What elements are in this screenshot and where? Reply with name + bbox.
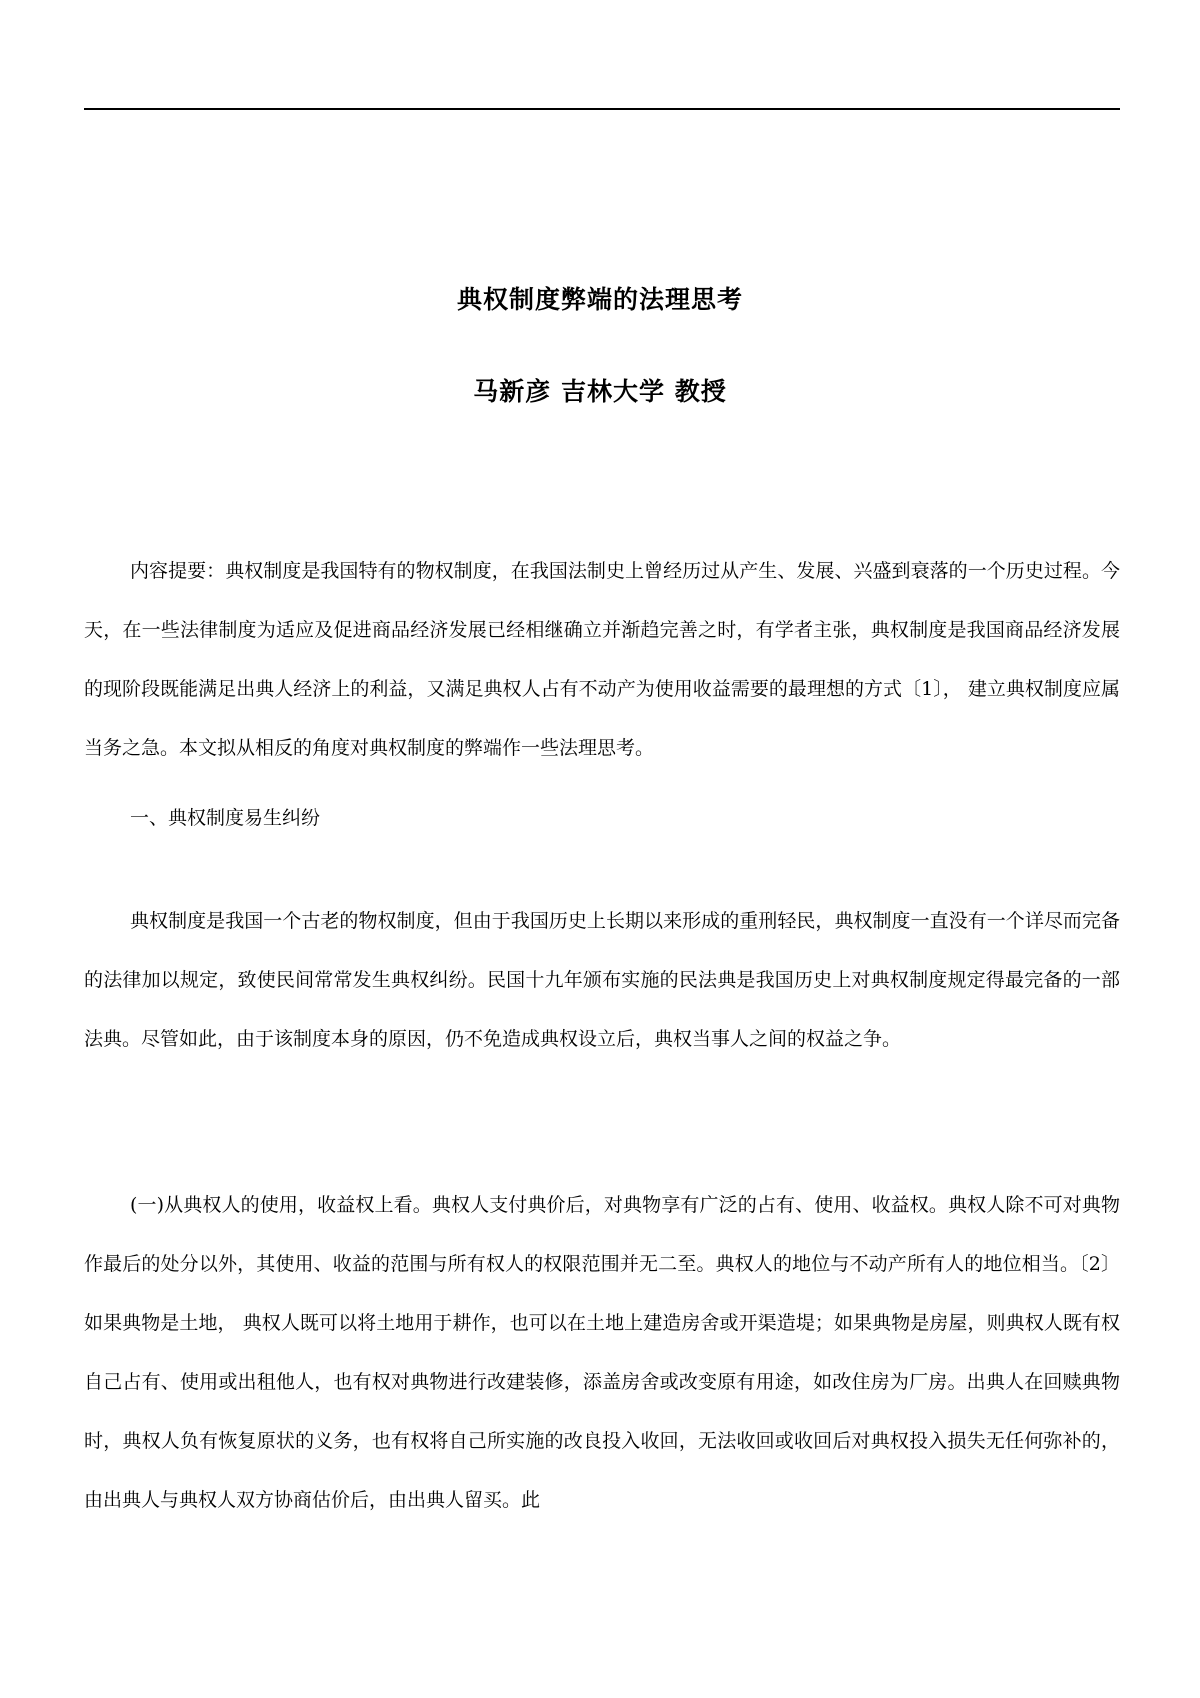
header-rule — [84, 108, 1120, 110]
body-paragraph-2: (一)从典权人的使用，收益权上看。典权人支付典价后，对典物享有广泛的占有、使用、收益权。典权人除不可对典物作最后的处分以外，其使用、收益的范围与所有权人的权限范围并无二至。典权人的地位与不动产所有人的地位相当。〔2〕如果典物是土地， 典权人既可以将土地用于耕作，也可以在土地上建造房舍或开渠造堤；如果典物是房屋，则典权人既有权自己占有、使用或出租他人，也有权对典物进行改建装修，添盖房舍或改变原有用途，如改住房为厂房。出典人在回赎典物时，典权人负有恢复原状的义务，也有权将自己所实施的改良投入收回，无法收回或收回后对典权投入损失无任何弥补的，由出典人与典权人双方协商估价后，由出典人留买。此 — [84, 1194, 1120, 1511]
document-title: 典权制度弊端的法理思考 — [456, 285, 743, 314]
body-paragraph-1: 典权制度是我国一个古老的物权制度，但由于我国历史上长期以来形成的重刑轻民，典权制度一直没有一个详尽而完备的法律加以规定，致使民间常常发生典权纠纷。民国十九年颁布实施的民法典是我国历史上对典权制度规定得最完备的一部法典。尽管如此，由于该制度本身的原因，仍不免造成典权设立后，典权当事人之间的权益之争。 — [84, 910, 1120, 1050]
abstract-paragraph: 内容提要：典权制度是我国特有的物权制度，在我国法制史上曾经历过从产生、发展、兴盛到衰落的一个历史过程。今天，在一些法律制度为适应及促进商品经济发展已经相继确立并渐趋完善之时，有学者主张，典权制度是我国商品经济发展的现阶段既能满足出典人经济上的利益，又满足典权人占有不动产为使用收益需要的最理想的方式〔1〕， 建立典权制度应属当务之急。本文拟从相反的角度对典权制度的弊端作一些法理思考。 — [84, 560, 1120, 759]
author-byline: 马新彦 吉林大学 教授 — [473, 377, 727, 406]
section-heading: 一、典权制度易生纠纷 — [130, 807, 321, 829]
